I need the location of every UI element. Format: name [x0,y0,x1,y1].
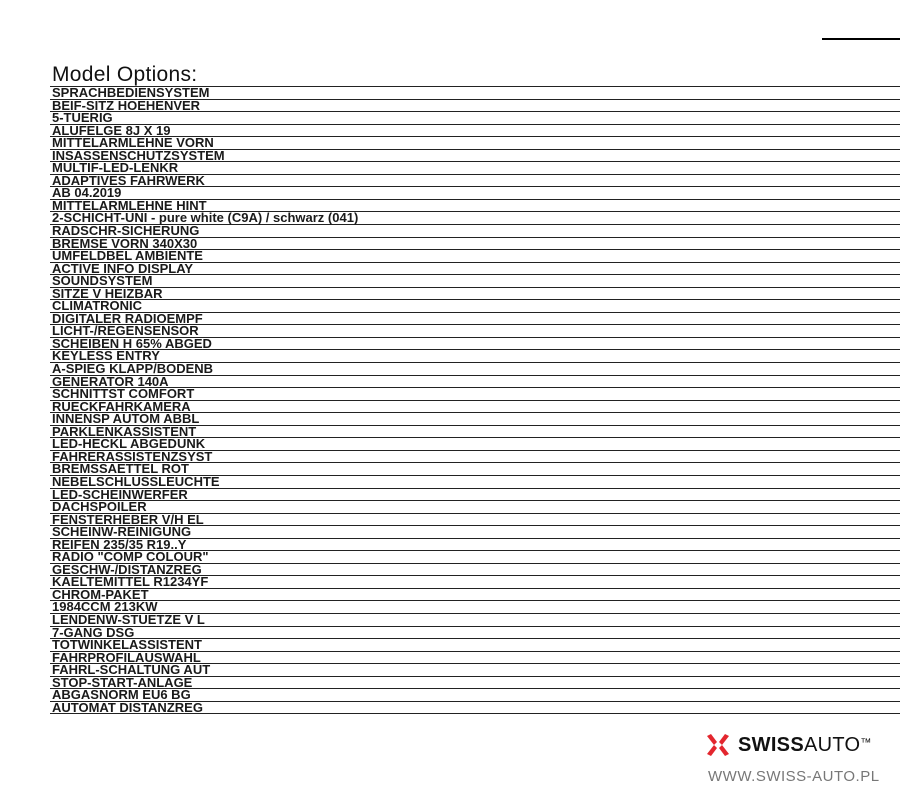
option-row: BEIF-SITZ HOEHENVER [50,100,900,113]
option-row: GENERATOR 140A [50,376,900,389]
option-row: DACHSPOILER [50,501,900,514]
option-row: AUTOMAT DISTANZREG [50,702,900,715]
option-row: KAELTEMITTEL R1234YF [50,576,900,589]
option-row: A-SPIEG KLAPP/BODENB [50,363,900,376]
option-row: DIGITALER RADIOEMPF [50,313,900,326]
option-row: GESCHW-/DISTANZREG [50,564,900,577]
option-row: SPRACHBEDIENSYSTEM [50,87,900,100]
option-row: RUECKFAHRKAMERA [50,401,900,414]
option-row: FENSTERHEBER V/H EL [50,514,900,527]
option-row: CLIMATRONIC [50,300,900,313]
option-row: 2-SCHICHT-UNI - pure white (C9A) / schwarz (041) [50,212,900,225]
option-row: ADAPTIVES FAHRWERK [50,175,900,188]
red-cross-x-icon [706,733,730,757]
option-row: SITZE V HEIZBAR [50,288,900,301]
option-row: BREMSE VORN 340X30 [50,238,900,251]
option-row: SCHNITTST COMFORT [50,388,900,401]
option-row: TOTWINKELASSISTENT [50,639,900,652]
option-row: KEYLESS ENTRY [50,350,900,363]
option-row: MULTIF-LED-LENKR [50,162,900,175]
option-row: RADIO "COMP COLOUR" [50,551,900,564]
option-row: SCHEIBEN H 65% ABGED [50,338,900,351]
option-row: ABGASNORM EU6 BG [50,689,900,702]
option-row: INNENSP AUTOM ABBL [50,413,900,426]
option-row: MITTELARMLEHNE VORN [50,137,900,150]
option-row: SOUNDSYSTEM [50,275,900,288]
option-row: LED-HECKL ABGEDUNK [50,438,900,451]
option-row: FAHRL-SCHALTUNG AUT [50,664,900,677]
option-row: NEBELSCHLUSSLEUCHTE [50,476,900,489]
option-row: ACTIVE INFO DISPLAY [50,263,900,276]
logo-text-bold: SWISS [738,734,804,756]
option-row: LICHT-/REGENSENSOR [50,325,900,338]
option-row: 1984CCM 213KW [50,601,900,614]
logo-trademark: ™ [860,737,872,749]
website-url: WWW.SWISS-AUTO.PL [708,768,880,785]
option-row: INSASSENSCHUTZSYSTEM [50,150,900,163]
logo-text-light: AUTO [803,734,861,756]
option-row: LENDENW-STUETZE V L [50,614,900,627]
logo-wordmark [738,733,872,757]
model-options-list [50,86,900,714]
option-row: 5-TUERIG [50,112,900,125]
option-row: REIFEN 235/35 R19..Y [50,539,900,552]
option-row: ALUFELGE 8J X 19 [50,125,900,138]
option-row: CHROM-PAKET [50,589,900,602]
option-row: SCHEINW-REINIGUNG [50,526,900,539]
top-rule-divider [822,38,900,40]
option-row: BREMSSAETTEL ROT [50,463,900,476]
option-row: STOP-START-ANLAGE [50,677,900,690]
swissauto-logo [706,732,872,758]
option-row: UMFELDBEL AMBIENTE [50,250,900,263]
option-row: PARKLENKASSISTENT [50,426,900,439]
option-row: AB 04.2019 [50,187,900,200]
option-row: FAHRPROFILAUSWAHL [50,652,900,665]
option-row: FAHRERASSISTENZSYST [50,451,900,464]
model-options-title: Model Options: [52,63,198,86]
option-row: RADSCHR-SICHERUNG [50,225,900,238]
option-row: 7-GANG DSG [50,627,900,640]
option-row: LED-SCHEINWERFER [50,489,900,502]
option-row: MITTELARMLEHNE HINT [50,200,900,213]
